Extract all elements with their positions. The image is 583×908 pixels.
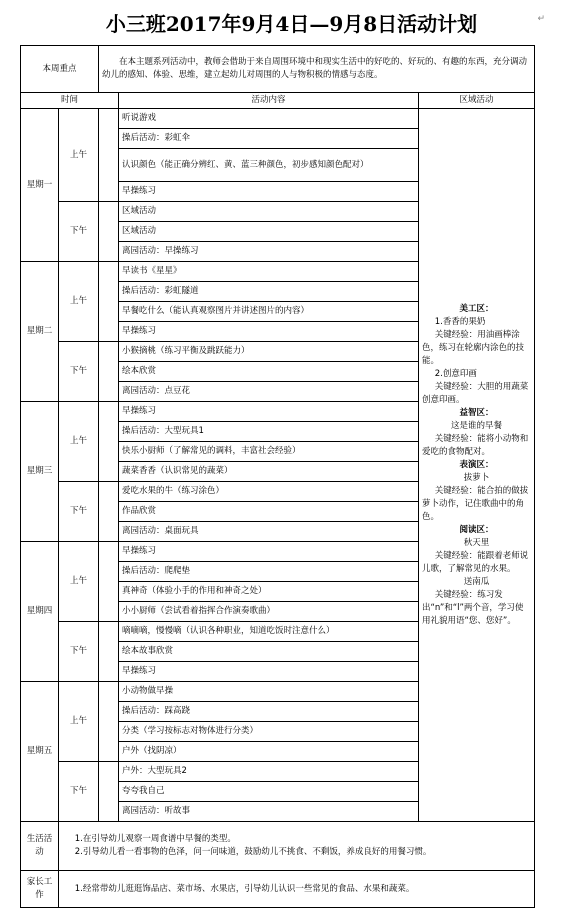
area-art-1-key: 关键经验：用油画棒涂色，练习在轮廓内涂色的技能。: [422, 329, 525, 366]
area-read-2-key: 关键经验：练习发出“n”和“l”两个音，学习使用礼貌用语“您、您好”。: [422, 589, 524, 626]
activity-cell: 听说游戏: [119, 109, 419, 129]
slot-am-label: 上午: [59, 262, 99, 342]
activity-cell: 离园活动：听故事: [119, 802, 419, 822]
slot-pm-label: 下午: [59, 482, 99, 542]
area-puzzle-title: 益智区：: [459, 407, 494, 418]
slot-pm-label: 下午: [59, 202, 99, 262]
spacer-cell: [99, 482, 119, 542]
slot-pm-label: 下午: [59, 762, 99, 822]
activity-cell: 绘本欣赏: [119, 362, 419, 382]
area-puzzle-1-key: 关键经验：能将小动物和爱吃的食物配对。: [422, 433, 529, 457]
header-row: [21, 93, 535, 109]
header-area: 区域活动: [419, 93, 535, 109]
area-activities: [419, 109, 535, 822]
life-label: 生活活动: [21, 822, 59, 871]
spacer-cell: [99, 682, 119, 762]
activity-cell: 早读书《星星》: [119, 262, 419, 282]
area-perform-1: 拔萝卜: [463, 472, 490, 483]
day-label-fri: 星期五: [21, 682, 59, 822]
day-label-mon: 星期一: [21, 109, 59, 262]
activity-cell: 离园活动：早操练习: [119, 242, 419, 262]
header-time: 时间: [21, 93, 119, 109]
activity-cell: 早餐吃什么（能认真观察图片并讲述图片的内容）: [119, 302, 419, 322]
activity-cell: 操后活动：踩高跷: [119, 702, 419, 722]
day-label-wed: 星期三: [21, 402, 59, 542]
focus-text: 在本主题系列活动中，教师会借助于来自周围环境中和现实生活中的好吃的、好玩的、有趣的东西，充分调动幼儿的感知、体验、思维，建立起幼儿对周围的人与物积极的情感与态度。: [99, 46, 535, 93]
activity-cell: 操后活动：彩虹伞: [119, 129, 419, 149]
slot-am-label: 上午: [59, 402, 99, 482]
area-perform-title: 表演区：: [459, 459, 494, 470]
activity-cell: 蔬菜香香（认识常见的蔬菜）: [119, 462, 419, 482]
page-title: 小三班2017年9月4日—9月8日活动计划: [105, 12, 478, 36]
activity-cell: 离园活动：桌面玩具: [119, 522, 419, 542]
activity-cell: 区域活动: [119, 202, 419, 222]
activity-cell: 早操练习: [119, 402, 419, 422]
weekly-plan-table: [20, 45, 535, 908]
activity-cell: 绘本故事欣赏: [119, 642, 419, 662]
day-label-thu: 星期四: [21, 542, 59, 682]
slot-pm-label: 下午: [59, 622, 99, 682]
activity-cell: 操后活动：大型玩具1: [119, 422, 419, 442]
activity-cell: 早操练习: [119, 662, 419, 682]
spacer-cell: [99, 342, 119, 402]
life-line-1: 1.在引导幼儿观察一周食谱中早餐的类型。: [74, 834, 236, 844]
activity-cell: 户外：大型玩具2: [119, 762, 419, 782]
activity-cell: 真神奇（体验小手的作用和神奇之处）: [119, 582, 419, 602]
area-puzzle-1: 这是谁的早餐: [451, 420, 503, 431]
slot-am-label: 上午: [59, 542, 99, 622]
activity-cell: 早操练习: [119, 182, 419, 202]
parent-line-1: 1.经常带幼儿逛逛饰品店、菜市场、水果店，引导幼儿认识一些常见的食品、水果和蔬菜。: [74, 883, 415, 894]
area-read-title: 阅读区：: [459, 524, 494, 535]
activity-cell: 区域活动: [119, 222, 419, 242]
spacer-cell: [99, 202, 119, 262]
activity-cell: 小动物做早操: [119, 682, 419, 702]
paragraph-mark: ↵: [537, 14, 545, 24]
spacer-cell: [99, 402, 119, 482]
slot-am-label: 上午: [59, 109, 99, 202]
slot-pm-label: 下午: [59, 342, 99, 402]
area-art-title: 美工区：: [459, 303, 494, 314]
area-read-2: 送南瓜: [463, 576, 490, 587]
spacer-cell: [99, 622, 119, 682]
header-content: 活动内容: [119, 93, 419, 109]
slot-am-label: 上午: [59, 682, 99, 762]
day-label-tue: 星期二: [21, 262, 59, 402]
parent-label: 家长工作: [21, 871, 59, 908]
activity-cell: 离园活动：点豆花: [119, 382, 419, 402]
parent-text: [59, 871, 535, 908]
area-read-1: 秋天里: [463, 537, 490, 548]
activity-cell: 认识颜色（能正确分辨红、黄、蓝三种颜色，初步感知颜色配对）: [119, 149, 419, 182]
life-text: [59, 822, 535, 871]
life-line-2: 2.引导幼儿看一看事物的色泽，问一问味道，鼓励幼儿不挑食、不剩饭，养成良好的用餐习惯。: [74, 847, 432, 857]
activity-cell: 早操练习: [119, 322, 419, 342]
area-art-1: 1.香香的果奶: [434, 316, 486, 327]
spacer-cell: [99, 762, 119, 822]
spacer-cell: [99, 109, 119, 202]
area-perform-1-key: 关键经验：能合拍的做拔萝卜动作，记住歌曲中的角色。: [422, 485, 529, 522]
spacer-cell: [99, 542, 119, 622]
activity-cell: 夸夸我自己: [119, 782, 419, 802]
focus-label: 本周重点: [21, 46, 99, 93]
area-read-1-key: 关键经验：能跟着老师说儿歌，了解常见的水果。: [422, 550, 529, 574]
focus-row: [21, 46, 535, 93]
activity-cell: 爱吃水果的牛（练习涂色）: [119, 482, 419, 502]
parent-row: [21, 871, 535, 908]
area-art-2: 2.创意印画: [434, 368, 477, 379]
area-art-2-key: 关键经验：大胆的用蔬菜创意印画。: [422, 381, 529, 405]
table-row: [21, 109, 535, 129]
life-row: [21, 822, 535, 871]
activity-cell: 户外（找阴凉）: [119, 742, 419, 762]
activity-cell: 嘀嘀嘀，慢慢嘀（认识各种职业，知道吃饭时注意什么）: [119, 622, 419, 642]
activity-cell: 操后活动：爬爬垫: [119, 562, 419, 582]
activity-cell: 早操练习: [119, 542, 419, 562]
activity-cell: 操后活动：彩虹隧道: [119, 282, 419, 302]
activity-cell: 快乐小厨师（了解常见的调料，丰富社会经验）: [119, 442, 419, 462]
activity-cell: 作品欣赏: [119, 502, 419, 522]
activity-cell: 小猴摘桃（练习平衡及跳跃能力）: [119, 342, 419, 362]
activity-cell: 分类（学习按标志对物体进行分类）: [119, 722, 419, 742]
activity-cell: 小小厨师（尝试看着指挥合作演奏歌曲）: [119, 602, 419, 622]
spacer-cell: [99, 262, 119, 342]
